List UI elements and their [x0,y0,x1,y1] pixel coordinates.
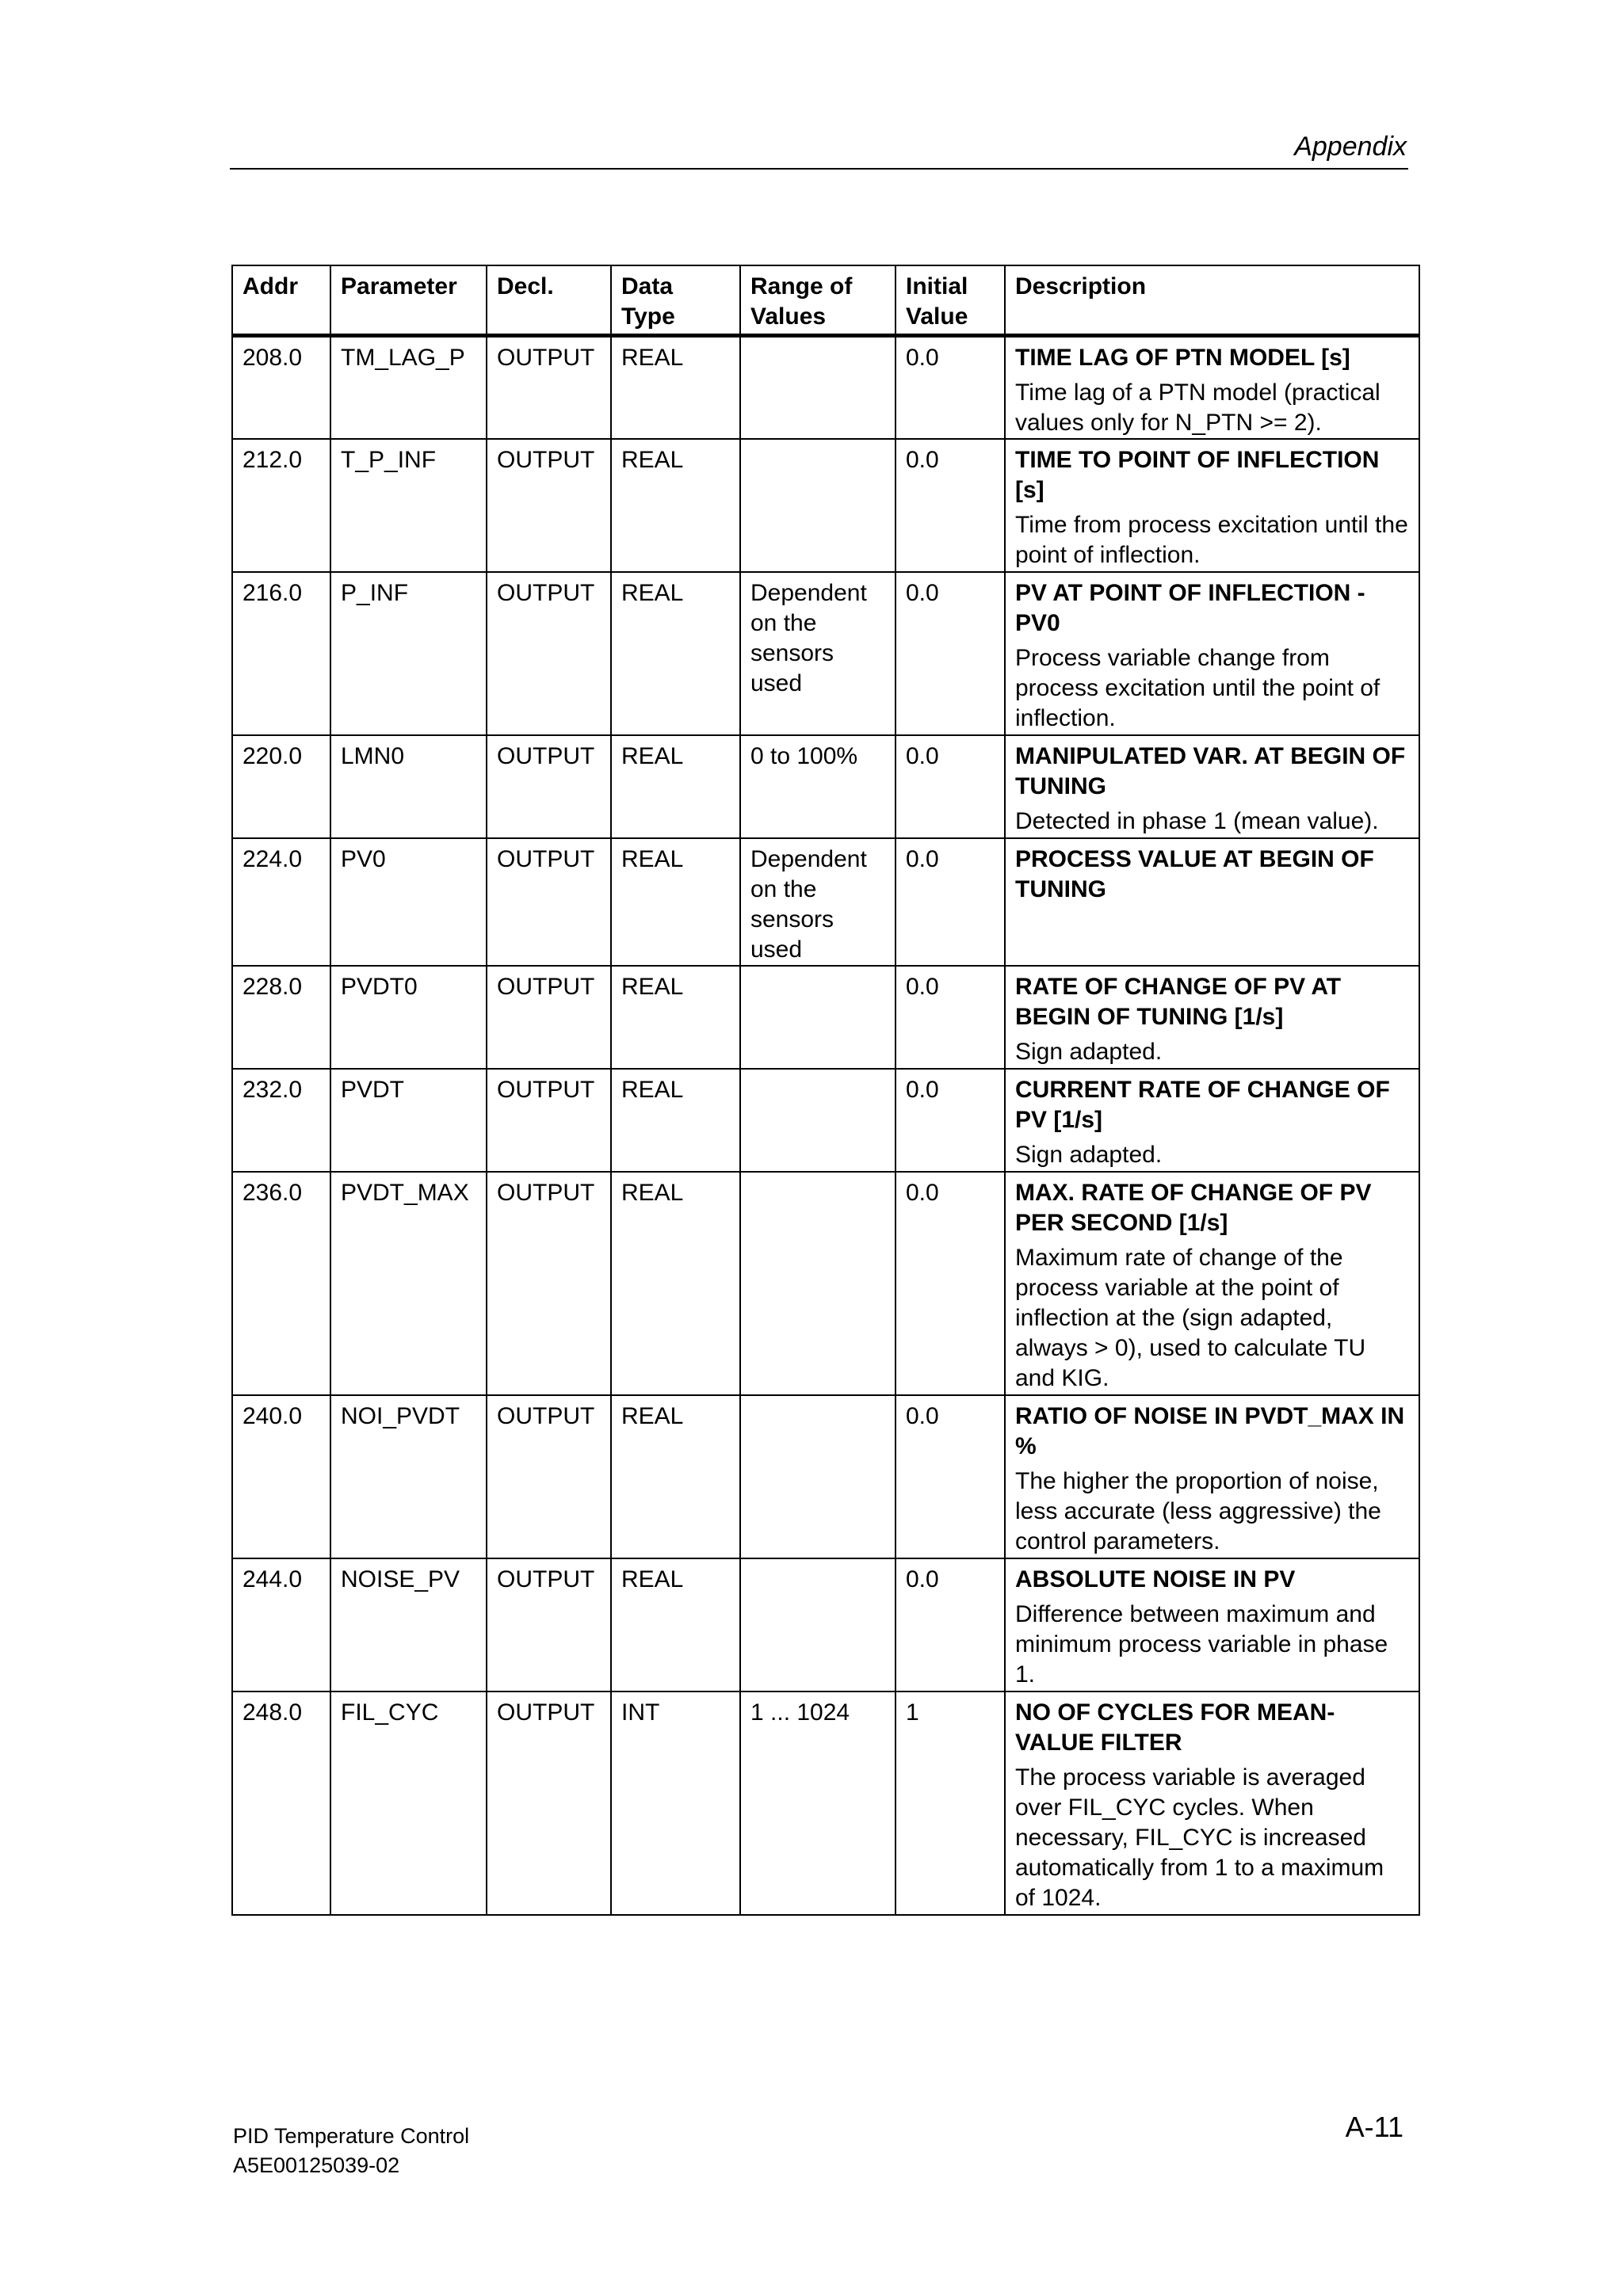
table-row [232,572,1419,735]
cell-addr: 248.0 [232,1691,330,1915]
cell-data-type: INT [611,1691,740,1915]
column-header-description: Description [1005,265,1419,335]
cell-parameter: T_P_INF [330,439,487,572]
footer-document-info [233,2122,469,2180]
cell-data-type: REAL [611,439,740,572]
cell-parameter: P_INF [330,572,487,735]
cell-range [740,439,896,572]
cell-data-type: REAL [611,1558,740,1691]
description-text: Sign adapted. [1015,1038,1163,1065]
cell-range [740,1172,896,1395]
cell-range [740,966,896,1069]
cell-description [1005,439,1419,572]
cell-description [1005,1558,1419,1691]
cell-initial-value: 0.0 [896,838,1005,966]
table-row [232,1172,1419,1395]
cell-data-type: REAL [611,838,740,966]
parameter-table [231,265,1420,1916]
cell-range [740,335,896,439]
description-title: PV AT POINT OF INFLECTION - PV0 [1015,579,1365,636]
cell-range: 0 to 100% [740,735,896,838]
header-rule [230,168,1408,170]
cell-decl: OUTPUT [487,966,611,1069]
cell-parameter: NOISE_PV [330,1558,487,1691]
description-title: TIME LAG OF PTN MODEL [s] [1015,344,1350,371]
cell-addr: 240.0 [232,1395,330,1558]
description-text: The process variable is averaged over FIL_CYC cycles. When necessary, FIL_CYC is increased automatically from 1 to a maximum of 1024. [1015,1764,1384,1911]
cell-range: 1 ... 1024 [740,1691,896,1915]
cell-addr: 236.0 [232,1172,330,1395]
cell-initial-value: 0.0 [896,439,1005,572]
cell-data-type: REAL [611,1395,740,1558]
table-row [232,966,1419,1069]
cell-parameter: FIL_CYC [330,1691,487,1915]
cell-description [1005,838,1419,966]
cell-decl: OUTPUT [487,838,611,966]
cell-parameter: PVDT_MAX [330,1172,487,1395]
cell-parameter: PV0 [330,838,487,966]
cell-range [740,1395,896,1558]
cell-parameter: PVDT0 [330,966,487,1069]
cell-initial-value: 0.0 [896,572,1005,735]
table-row [232,735,1419,838]
cell-range [740,1558,896,1691]
description-text: The higher the proportion of noise, less accurate (less aggressive) the control parameters. [1015,1467,1381,1554]
cell-initial-value: 0.0 [896,1558,1005,1691]
description-text: Time lag of a PTN model (practical values only for N_PTN >= 2). [1015,379,1381,436]
cell-decl: OUTPUT [487,1558,611,1691]
cell-addr: 244.0 [232,1558,330,1691]
description-text: Difference between maximum and minimum process variable in phase 1. [1015,1600,1388,1688]
table-row [232,838,1419,966]
cell-initial-value: 0.0 [896,735,1005,838]
cell-addr: 224.0 [232,838,330,966]
cell-description [1005,735,1419,838]
description-title: NO OF CYCLES FOR MEAN-VALUE FILTER [1015,1699,1335,1756]
cell-decl: OUTPUT [487,1069,611,1172]
description-text: Sign adapted. [1015,1141,1163,1168]
table-row [232,1069,1419,1172]
cell-decl: OUTPUT [487,439,611,572]
table-row [232,439,1419,572]
cell-data-type: REAL [611,335,740,439]
description-title: MANIPULATED VAR. AT BEGIN OF TUNING [1015,742,1406,799]
cell-decl: OUTPUT [487,335,611,439]
cell-description [1005,1172,1419,1395]
description-title: TIME TO POINT OF INFLECTION [s] [1015,446,1380,503]
cell-description [1005,335,1419,439]
table-header-row [232,265,1419,335]
column-header-data-type: Data Type [611,265,740,335]
cell-data-type: REAL [611,1172,740,1395]
column-header-parameter: Parameter [330,265,487,335]
description-title: MAX. RATE OF CHANGE OF PV PER SECOND [1/s] [1015,1179,1372,1236]
cell-initial-value: 0.0 [896,1069,1005,1172]
cell-data-type: REAL [611,1069,740,1172]
column-header-initial-value: Initial Value [896,265,1005,335]
cell-parameter: NOI_PVDT [330,1395,487,1558]
table-row [232,1395,1419,1558]
cell-description [1005,1069,1419,1172]
cell-initial-value: 1 [896,1691,1005,1915]
cell-addr: 212.0 [232,439,330,572]
cell-decl: OUTPUT [487,1691,611,1915]
description-text: Process variable change from process excitation until the point of inflection. [1015,644,1381,731]
table-row [232,1691,1419,1915]
cell-range: Dependent on the sensors used [740,838,896,966]
cell-initial-value: 0.0 [896,335,1005,439]
description-text: Time from process excitation until the point of inflection. [1015,511,1408,568]
footer-order-number: A5E00125039-02 [233,2153,400,2177]
cell-data-type: REAL [611,572,740,735]
description-title: RATE OF CHANGE OF PV AT BEGIN OF TUNING [1/s] [1015,973,1342,1030]
cell-decl: OUTPUT [487,572,611,735]
cell-range: Dependent on the sensors used [740,572,896,735]
description-title: CURRENT RATE OF CHANGE OF PV [1/s] [1015,1076,1390,1133]
cell-addr: 228.0 [232,966,330,1069]
description-title: RATIO OF NOISE IN PVDT_MAX IN % [1015,1402,1405,1459]
column-header-range: Range of Values [740,265,896,335]
running-header: Appendix [1294,132,1407,162]
cell-parameter: PVDT [330,1069,487,1172]
cell-description [1005,1691,1419,1915]
cell-initial-value: 0.0 [896,966,1005,1069]
table-row [232,1558,1419,1691]
description-text: Detected in phase 1 (mean value). [1015,807,1379,834]
description-title: ABSOLUTE NOISE IN PV [1015,1566,1296,1592]
cell-decl: OUTPUT [487,1395,611,1558]
column-header-addr: Addr [232,265,330,335]
cell-parameter: TM_LAG_P [330,335,487,439]
cell-decl: OUTPUT [487,735,611,838]
cell-range [740,1069,896,1172]
footer-manual-title: PID Temperature Control [233,2124,470,2148]
cell-decl: OUTPUT [487,1172,611,1395]
cell-data-type: REAL [611,966,740,1069]
cell-initial-value: 0.0 [896,1395,1005,1558]
cell-addr: 208.0 [232,335,330,439]
cell-initial-value: 0.0 [896,1172,1005,1395]
cell-addr: 220.0 [232,735,330,838]
cell-description [1005,572,1419,735]
cell-addr: 232.0 [232,1069,330,1172]
cell-description [1005,966,1419,1069]
description-text: Maximum rate of change of the process variable at the point of inflection at the (sign adapted, always > 0), used to calculate TU and KIG. [1015,1244,1366,1391]
cell-description [1005,1395,1419,1558]
cell-parameter: LMN0 [330,735,487,838]
table-row [232,335,1419,439]
page-number: A-11 [1345,2111,1403,2143]
cell-data-type: REAL [611,735,740,838]
description-title: PROCESS VALUE AT BEGIN OF TUNING [1015,845,1374,902]
column-header-decl: Decl. [487,265,611,335]
cell-addr: 216.0 [232,572,330,735]
